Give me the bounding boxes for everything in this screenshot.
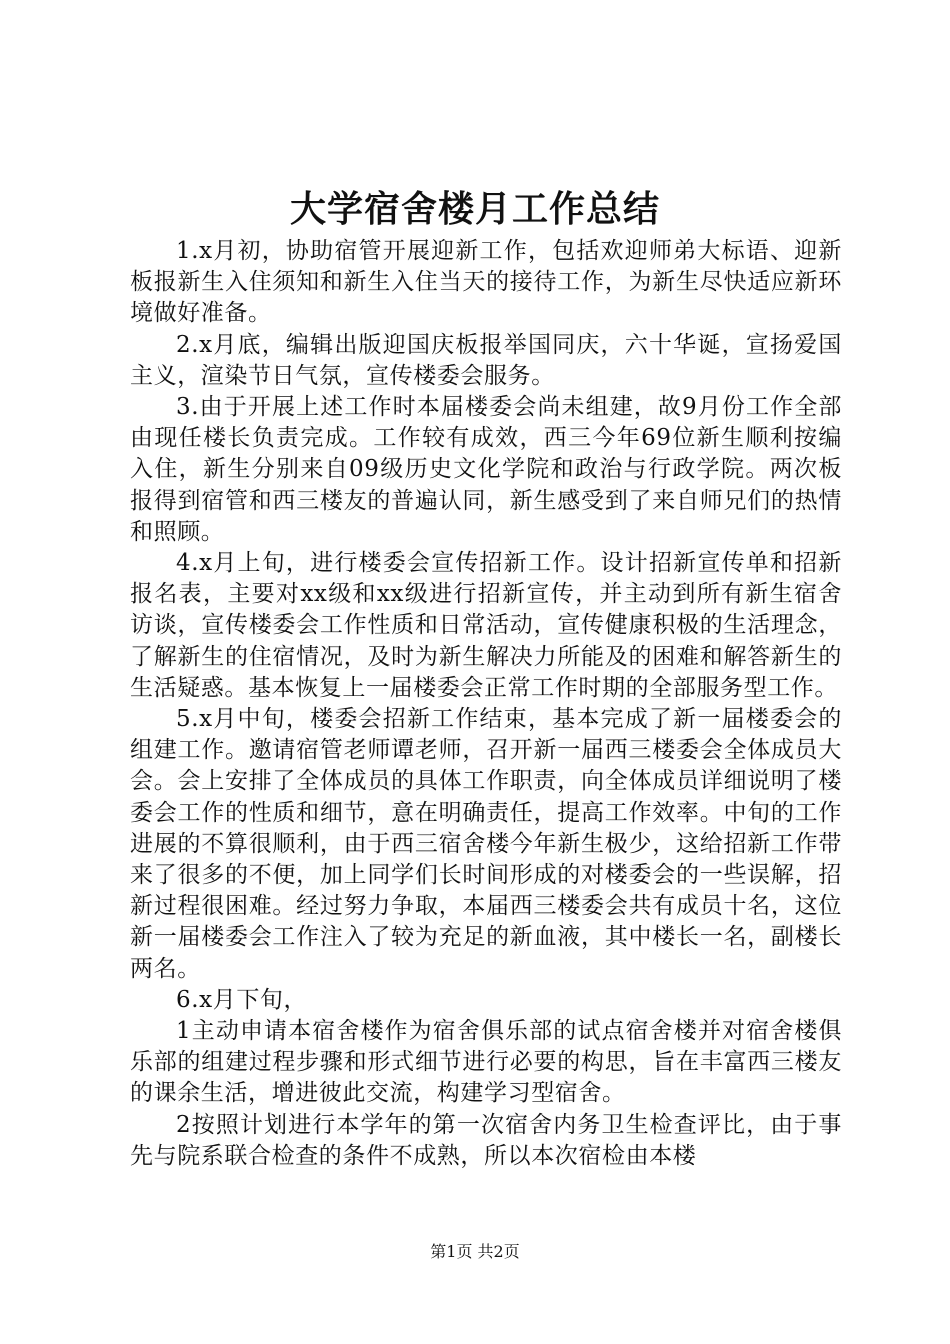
document-title: 大学宿舍楼月工作总结 (289, 188, 660, 230)
paragraph-2: 2.x月底，编辑出版迎国庆板报举国同庆，六十华诞，宣扬爱国主义，渲染节日气氛，宣传楼委会服务。 (130, 331, 842, 389)
paragraph-7: 1主动申请本宿舍楼作为宿舍俱乐部的试点宿舍楼并对宿舍楼俱乐部的组建过程步骤和形式细节进行必要的构思，旨在丰富西三楼友的课余生活，增进彼此交流，构建学习型宿舍。 (130, 1018, 842, 1107)
page-footer: 第1页 共2页 (430, 1242, 520, 1261)
document-body (130, 236, 842, 1172)
paragraph-4: 4.x月上旬，进行楼委会宣传招新工作。设计招新宣传单和招新报名表，主要对xx级和xx级进行招新宣传，并主动到所有新生宿舍访谈，宣传楼委会工作性质和日常活动，宣传健康积极的生活理念，了解新生的住宿情况，及时为新生解决力所能及的困难和解答新生的生活疑惑。基本恢复上一届楼委会正常工作时期的全部服务型工作。 (130, 550, 842, 701)
paragraph-8: 2按照计划进行本学年的第一次宿舍内务卫生检查评比，由于事先与院系联合检查的条件不成熟，所以本次宿检由本楼 (130, 1111, 842, 1169)
paragraph-1: 1.x月初，协助宿管开展迎新工作，包括欢迎师弟大标语、迎新板报新生入住须知和新生入住当天的接待工作，为新生尽快适应新环境做好准备。 (130, 238, 842, 327)
paragraph-5: 5.x月中旬，楼委会招新工作结束，基本完成了新一届楼委会的组建工作。邀请宿管老师谭老师，召开新一届西三楼委会全体成员大会。会上安排了全体成员的具体工作职责，向全体成员详细说明了楼委会工作的性质和细节，意在明确责任，提高工作效率。中旬的工作进展的不算很顺利，由于西三宿舍楼今年新生极少，这给招新工作带来了很多的不便，加上同学们长时间形成的对楼委会的一些误解，招新过程很困难。经过努力争取，本届西三楼委会共有成员十名，这位新一届楼委会工作注入了较为充足的新血液，其中楼长一名，副楼长两名。 (130, 706, 842, 982)
paragraph-3: 3.由于开展上述工作时本届楼委会尚未组建，故9月份工作全部由现任楼长负责完成。工作较有成效，西三今年69位新生顺利按编入住，新生分别来自09级历史文化学院和政治与行政学院。两次板报得到宿管和西三楼友的普遍认同，新生感受到了来自师兄们的热情和照顾。 (130, 394, 842, 545)
paragraph-6: 6.x月下旬， (176, 986, 308, 1013)
